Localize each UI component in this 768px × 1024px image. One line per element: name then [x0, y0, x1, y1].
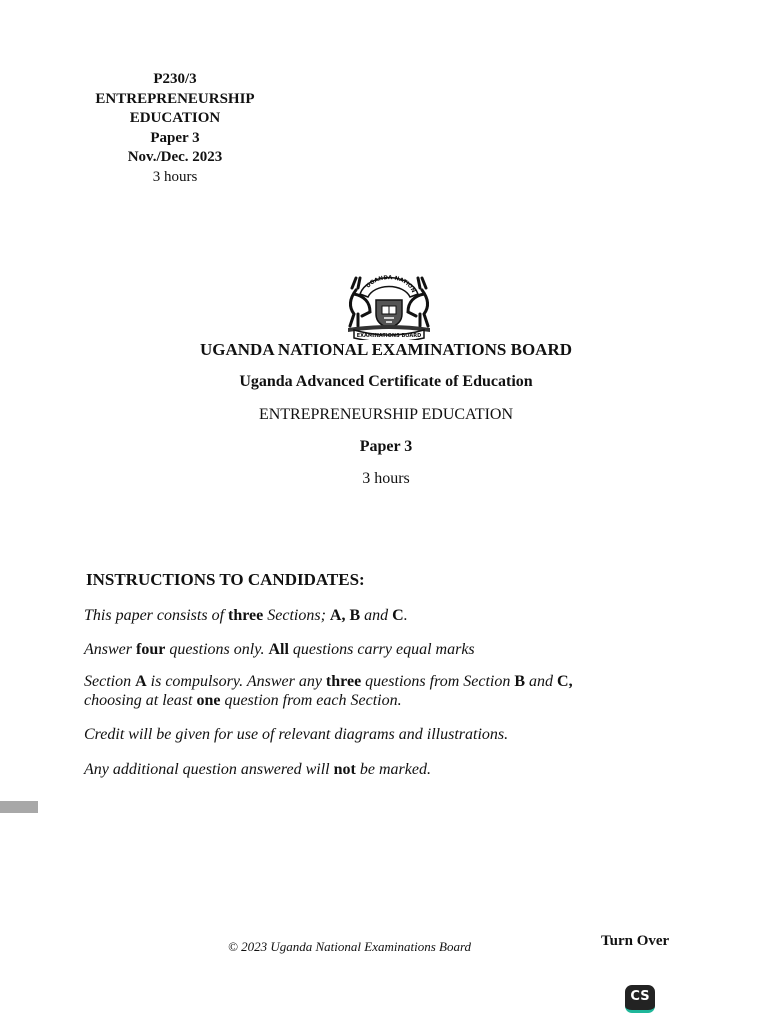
- instruction-additional: Any additional question answered will not be marked.: [84, 761, 431, 778]
- scan-margin-mark: [0, 801, 38, 813]
- instructions-heading: INSTRUCTIONS TO CANDIDATES:: [86, 570, 365, 589]
- instruction-answer-count: Answer four questions only. All questions carry equal marks: [84, 641, 475, 658]
- paper-code: P230/3: [153, 71, 197, 87]
- subject-title: ENTREPRENEURSHIP EDUCATION: [258, 406, 514, 423]
- turn-over-label: Turn Over: [601, 933, 670, 949]
- duration-title: 3 hours: [362, 470, 410, 487]
- crest-bottom-text: EXAMINATIONS BOARD: [356, 333, 422, 339]
- board-name: UGANDA NATIONAL EXAMINATIONS BOARD: [200, 340, 572, 359]
- subject-line-1: ENTREPRENEURSHIP: [95, 90, 255, 107]
- paper-number: Paper 3: [150, 129, 200, 146]
- paper-title: Paper 3: [359, 438, 413, 455]
- camscanner-badge-icon: CS: [625, 985, 655, 1013]
- certificate-name: Uganda Advanced Certificate of Education: [239, 373, 533, 390]
- exam-session: Nov./Dec. 2023: [127, 149, 223, 165]
- instruction-compulsory: Section A is compulsory. Answer any three questions from Section B and C, choosing at least one question from each Section.: [84, 673, 573, 709]
- instruction-diagrams: Credit will be given for use of relevant diagrams and illustrations.: [84, 726, 509, 743]
- copyright-notice: © 2023 Uganda National Examinations Board: [228, 939, 472, 954]
- exam-header-block: [70, 70, 280, 187]
- subject-line-2: EDUCATION: [129, 110, 221, 126]
- exam-duration: 3 hours: [152, 168, 198, 185]
- instruction-sections: This paper consists of three Sections; A, B and C.: [84, 607, 408, 624]
- crest-top-text: UGANDA NATION: [365, 275, 417, 294]
- uneb-crest-icon: [340, 270, 438, 340]
